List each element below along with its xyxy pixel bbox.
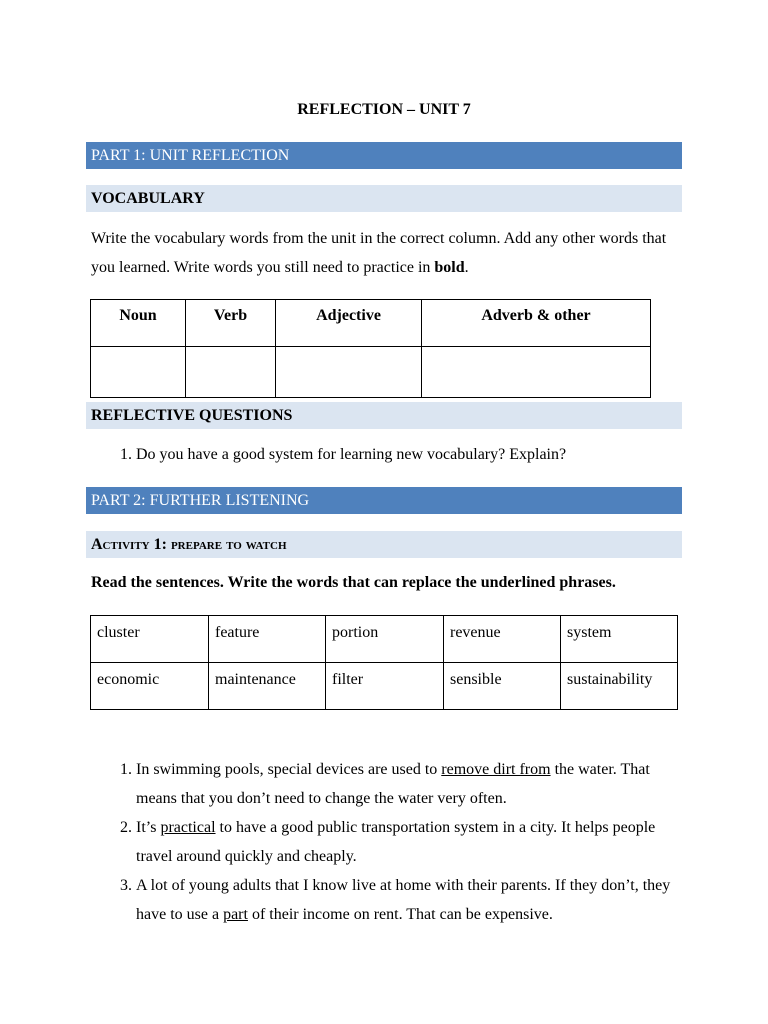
adjective-cell[interactable] — [276, 347, 422, 398]
underlined-phrase: practical — [160, 819, 216, 836]
table-row — [91, 616, 678, 663]
vocabulary-header-row — [91, 300, 651, 347]
vocabulary-table — [90, 299, 651, 398]
vocabulary-instruction — [91, 224, 671, 282]
list-item: 1. Do you have a good system for learning new vocabulary? Explain? — [136, 440, 681, 469]
word-cell: sensible — [444, 663, 561, 710]
header-adverb-other: Adverb & other — [422, 300, 651, 347]
sentence-text: of their income on rent. That can be expensive. — [247, 906, 553, 923]
word-cell: filter — [326, 663, 444, 710]
list-item — [136, 755, 681, 813]
activity-heading: Activity 1: prepare to watch — [86, 531, 682, 558]
word-cell: cluster — [91, 616, 209, 663]
instruction-end: . — [464, 259, 469, 276]
activity-instruction: Read the sentences. Write the words that can replace the underlined phrases. — [91, 574, 616, 591]
sentence-text: In swimming pools, special devices are used to — [136, 761, 442, 778]
part2-heading: PART 2: FURTHER LISTENING — [86, 487, 682, 514]
sentence-list — [91, 755, 681, 929]
list-item — [136, 813, 681, 871]
word-cell: sustainability — [561, 663, 678, 710]
header-noun: Noun — [91, 300, 186, 347]
sentence-text: the water. That means that you don’t need to change the water very often. — [136, 761, 650, 807]
word-bank-table — [90, 615, 678, 710]
word-cell: portion — [326, 616, 444, 663]
verb-cell[interactable] — [186, 347, 276, 398]
vocabulary-entry-row — [91, 347, 651, 398]
instruction-text: Write the vocabulary words from the unit in the correct column. Add any other words that you learned. Write words you still need to practice in — [91, 230, 667, 276]
sentence-text: A lot of young adults that I know live at home with their parents. If they don’t, they have to use a — [136, 877, 671, 923]
page-title: REFLECTION – UNIT 7 — [297, 101, 471, 118]
word-cell: maintenance — [209, 663, 326, 710]
underlined-phrase: remove dirt from — [441, 761, 551, 778]
noun-cell[interactable] — [91, 347, 186, 398]
vocabulary-heading: VOCABULARY — [86, 185, 682, 212]
table-row — [91, 663, 678, 710]
header-adjective: Adjective — [276, 300, 422, 347]
word-cell: revenue — [444, 616, 561, 663]
reflective-questions-heading: REFLECTIVE QUESTIONS — [86, 402, 682, 429]
sentence-text: to have a good public transportation system in a city. It helps people travel around quickly and cheaply. — [136, 819, 656, 865]
word-cell: feature — [209, 616, 326, 663]
reflective-questions-list — [91, 440, 681, 469]
part1-heading: PART 1: UNIT REFLECTION — [86, 142, 682, 169]
instruction-bold-word: bold — [434, 259, 465, 276]
adverb-other-cell[interactable] — [422, 347, 651, 398]
list-item — [136, 871, 681, 929]
underlined-phrase: part — [223, 906, 248, 923]
header-verb: Verb — [186, 300, 276, 347]
word-cell: economic — [91, 663, 209, 710]
word-cell: system — [561, 616, 678, 663]
sentence-text: It’s — [136, 819, 161, 836]
